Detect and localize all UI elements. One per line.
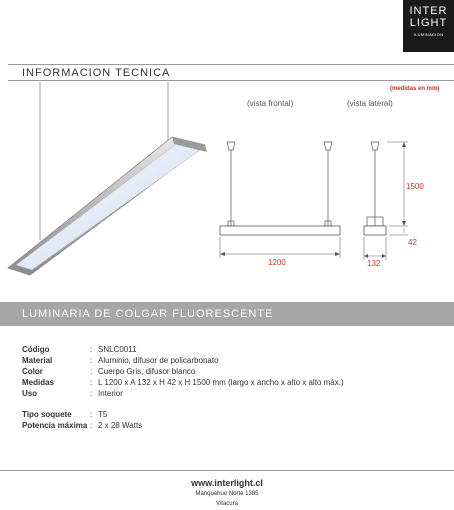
product-title: LUMINARIA DE COLGAR FLUORESCENTE	[22, 308, 274, 320]
website-link[interactable]: www.interlight.cl	[191, 478, 263, 488]
spec-label: Medidas	[22, 378, 55, 387]
logo-line-3: ILUMINACION	[413, 32, 444, 37]
footer	[0, 477, 454, 509]
logo-line-2: LIGHT	[409, 17, 448, 29]
address-line-2: Vitacura	[216, 501, 238, 507]
spec-value: Interior	[98, 389, 123, 398]
spec-value: SNLC0011	[98, 345, 137, 354]
dimension-width: 132	[367, 259, 381, 268]
spec-row: Código : SNLC0011	[22, 345, 137, 354]
spec-value: L 1200 x A 132 x H 42 x H 1500 mm (largo x ancho x alto x alto máx.)	[98, 378, 344, 387]
fixture-photo	[8, 82, 207, 275]
spec-list	[22, 344, 344, 431]
spec-label: Tipo soquete	[22, 410, 72, 419]
side-view-drawing	[364, 142, 408, 260]
spec-row: Color : Cuerpo Gris, difusor blanco	[22, 367, 196, 376]
spec-label: Color	[22, 367, 43, 376]
address-line-1: Manquehue Norte 1385	[195, 491, 259, 497]
spec-value: 2 x 28 Watts	[98, 421, 143, 430]
dimension-body-height: 42	[408, 238, 417, 247]
spec-label: Código	[22, 345, 50, 354]
product-title-banner	[0, 302, 454, 326]
front-view-label: (vista frontal)	[247, 99, 294, 108]
dimension-length: 1200	[268, 258, 286, 267]
spec-row: Potencia máxima : 2 x 28 Watts	[22, 421, 143, 430]
spec-row: Uso : Interior	[22, 389, 123, 398]
units-note: (medidas en mm)	[390, 86, 440, 92]
spec-value: Cuerpo Gris, difusor blanco	[98, 367, 196, 376]
spec-value: Aluminio, difusor de policarbonato	[98, 356, 219, 365]
spec-row: Tipo soquete : T5	[22, 410, 108, 419]
dimension-height: 1500	[406, 182, 424, 191]
footer-divider	[0, 470, 454, 471]
front-view-drawing	[220, 142, 340, 258]
section-title: INFORMACION TECNICA	[22, 67, 171, 79]
spec-label: Potencia máxima	[22, 421, 88, 430]
side-view-label: (vista lateral)	[347, 99, 393, 108]
spec-value: T5	[98, 410, 108, 419]
spec-label: Material	[22, 356, 53, 365]
logo-line-1: INTER	[409, 5, 448, 17]
spec-row: Material : Aluminio, difusor de policarbonato	[22, 356, 219, 365]
spec-label: Uso	[22, 389, 38, 398]
spec-row: Medidas : L 1200 x A 132 x H 42 x H 1500 mm (largo x ancho x alto x alto máx.)	[22, 378, 344, 387]
